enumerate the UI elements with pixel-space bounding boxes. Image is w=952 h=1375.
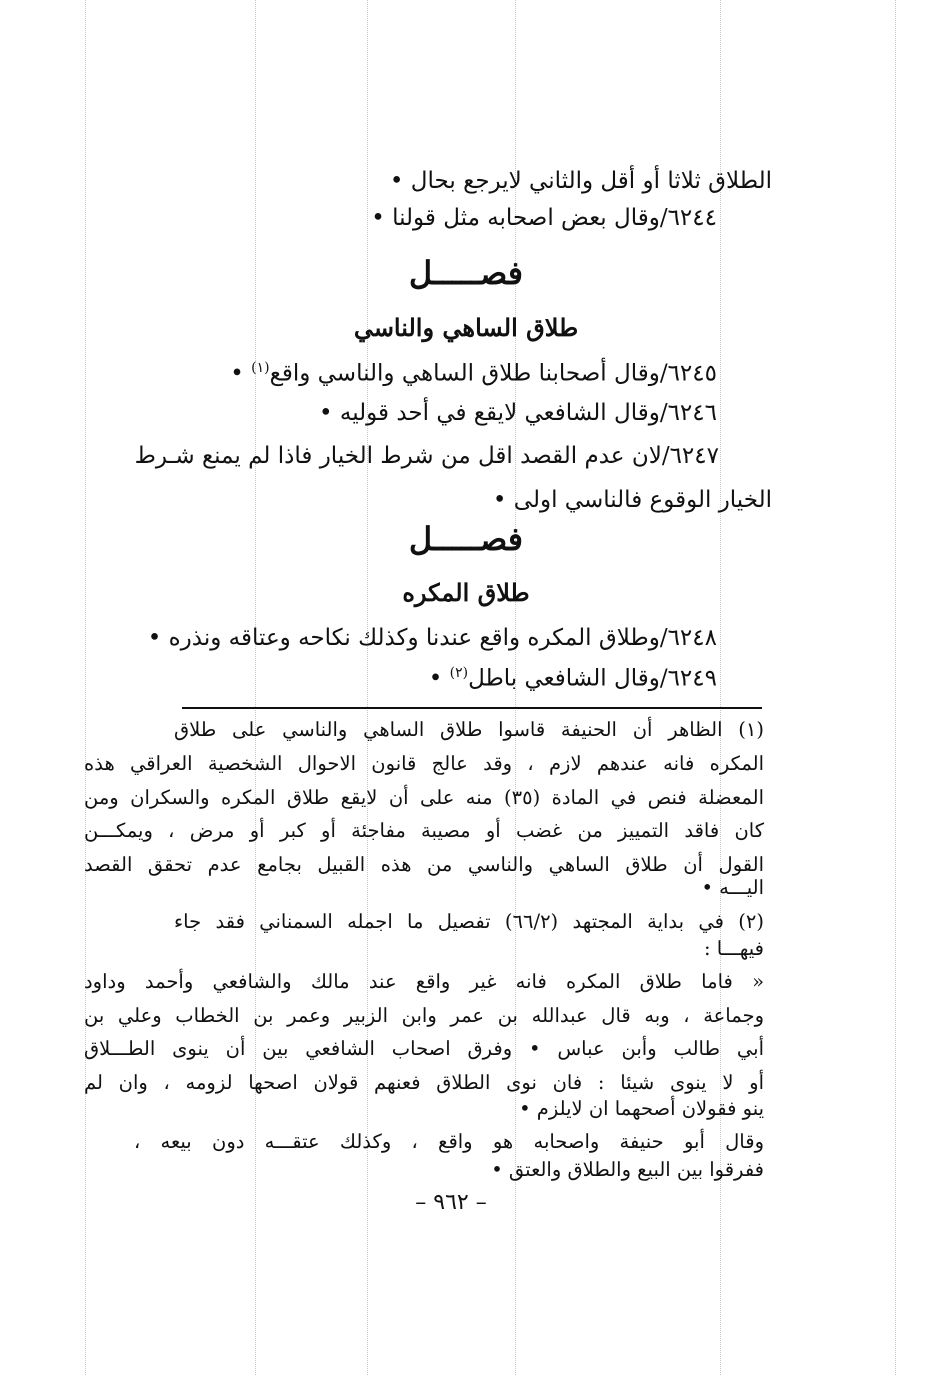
body-line xyxy=(230,360,717,387)
section-heading: فصـــــل xyxy=(408,254,524,292)
footnote-line: ينو فقولان أصحهما ان لايلزم • xyxy=(519,1097,764,1120)
footnote-line: وجماعة ، وبه قال عبدالله بن عمر وابن الزبير وعمر بن الخطاب وعلي بن xyxy=(84,1004,764,1027)
section-subheading: طلاق الساهي والناسي xyxy=(353,313,579,342)
footnote-line: « فاما طلاق المكره فانه غير واقع عند مالك والشافعي وأحمد وداود xyxy=(84,970,764,993)
section-subheading: طلاق المكره xyxy=(402,578,530,607)
footnote-separator xyxy=(182,707,762,709)
body-text: ٦٢٤٩/وقال الشافعي باطل xyxy=(468,665,717,692)
section-heading: فصـــــل xyxy=(408,520,524,558)
body-line: الطلاق ثلاثا أو أقل والثاني لايرجع بحال • xyxy=(389,168,772,194)
footnote-line: (٢) في بداية المجتهد (٦٦/٢) تفصيل ما اجمله السمناني فقد جاء xyxy=(174,910,764,933)
body-line xyxy=(429,665,717,692)
page-number: – ٩٦٢ – xyxy=(415,1190,487,1215)
footnote-ref: (٢) xyxy=(449,665,469,681)
footnote-line: ففرقوا بين البيع والطلاق والعتق • xyxy=(491,1158,764,1181)
scan-guide-line xyxy=(895,0,896,1375)
footnote-line: أو لا ينوى شيئا : فان نوى الطلاق فعنهم قولان اصحها لزومه ، وان لم xyxy=(84,1071,764,1094)
footnote-line: اليـــه • xyxy=(701,876,764,899)
footnote-line: (١) الظاهر أن الحنيفة قاسوا طلاق الساهي والناسي على طلاق xyxy=(174,718,764,741)
footnote-line: وقال أبو حنيفة واصحابه هو واقع ، وكذلك عتقـــه دون بيعه ، xyxy=(134,1130,764,1153)
body-line: ٦٢٤٧/لان عدم القصد اقل من شرط الخيار فاذا لم يمنع شـرط xyxy=(134,443,719,469)
body-text-end: • xyxy=(428,665,450,692)
footnote-ref: (١) xyxy=(251,360,270,376)
footnote-line: القول أن طلاق الساهي والناسي من هذه القبيل بجامع عدم تحقق القصد xyxy=(84,853,764,876)
footnote-line: أبي طالب وأبن عباس • وفرق اصحاب الشافعي بين أن ينوى الطـــلاق xyxy=(84,1037,764,1060)
body-line: الخيار الوقوع فالناسي اولى • xyxy=(492,487,772,513)
body-text-end: • xyxy=(230,360,252,387)
footnote-line: فيهـــا : xyxy=(703,937,764,960)
footnote-line: المكره فانه عندهم لازم ، وقد عالج قانون الاحوال الشخصية العراقي هذه xyxy=(84,752,764,775)
body-line: ٦٢٤٦/وقال الشافعي لايقع في أحد قوليه • xyxy=(318,400,717,426)
footnote-line: كان فاقد التمييز من غضب أو مصيبة مفاجئة أو كبر أو مرض ، ويمكـــن xyxy=(84,819,764,842)
footnote-line: المعضلة فنص في المادة (٣٥) منه على أن لايقع طلاق المكره والسكران ومن xyxy=(84,786,764,809)
body-text: ٦٢٤٥/وقال أصحابنا طلاق الساهي والناسي واقع xyxy=(269,360,717,387)
body-line: ٦٢٤٨/وطلاق المكره واقع عندنا وكذلك نكاحه وعتاقه ونذره • xyxy=(147,625,717,651)
body-line: ٦٢٤٤/وقال بعض اصحابه مثل قولنا • xyxy=(371,205,717,231)
